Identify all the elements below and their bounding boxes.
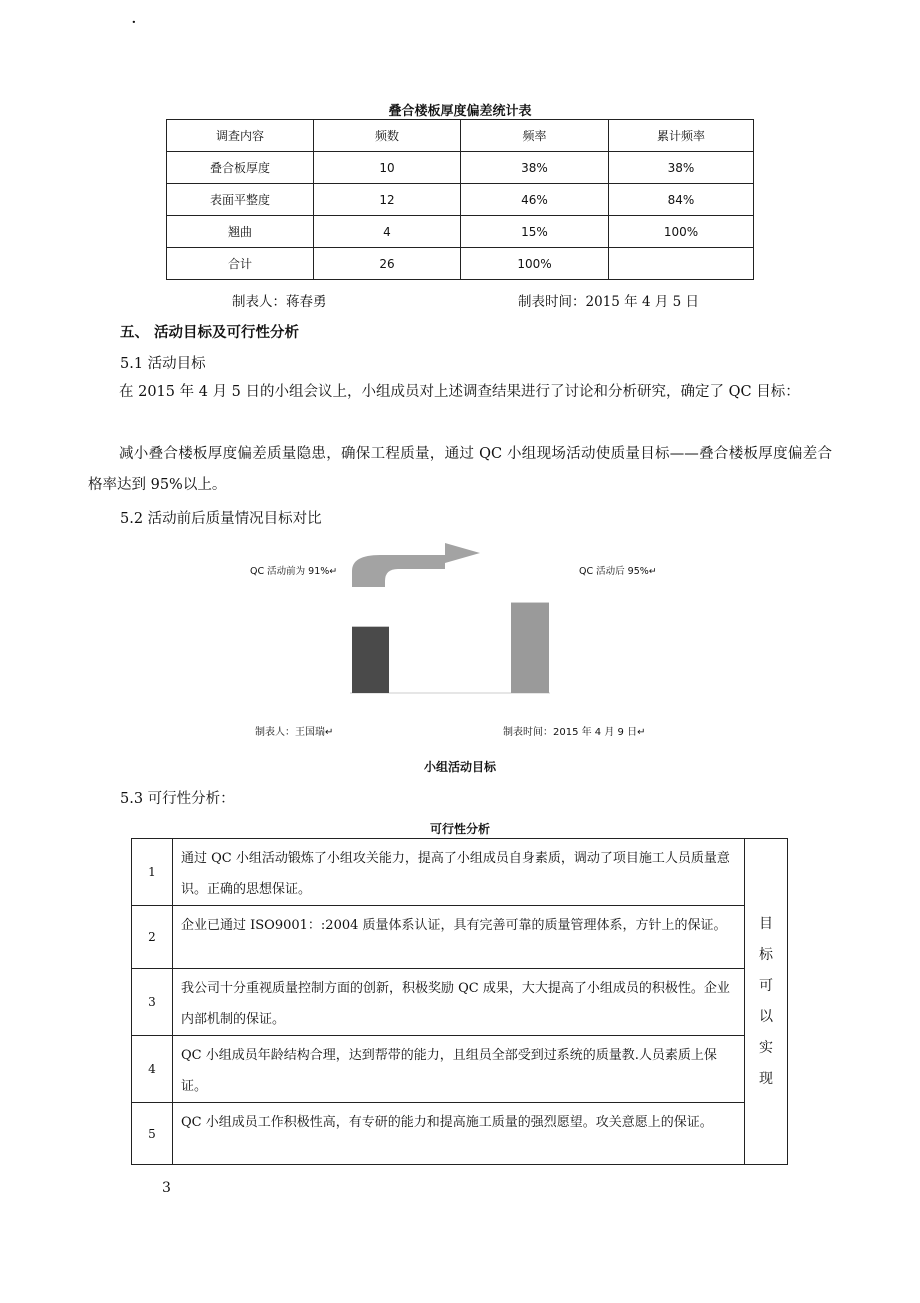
table-cell: 100%	[461, 248, 609, 280]
table-row	[167, 216, 754, 248]
chart-maker: 制表人：王国瑞↵	[255, 727, 334, 738]
header-cell: 调查内容	[167, 120, 314, 152]
table-cell: 叠合板厚度	[167, 152, 314, 184]
row-number: 4	[132, 1036, 173, 1103]
chart-title: 小组活动目标	[423, 760, 496, 774]
table-row	[132, 1036, 788, 1103]
subsection-5-2: 5.2 活动前后质量情况目标对比	[120, 511, 322, 527]
table-row	[167, 184, 754, 216]
table-cell: 翘曲	[167, 216, 314, 248]
table-row	[167, 152, 754, 184]
stat-table-maker: 制表人：蒋春勇	[232, 294, 327, 310]
row-number: 1	[132, 839, 173, 906]
paragraph-goal-target: 减小叠合楼板厚度偏差质量隐患，确保工程质量，通过 QC 小组现场活动使质量目标——叠合楼板厚度偏差合格率达到 95%以上。	[88, 446, 832, 493]
paragraph-goal-meeting: 在 2015 年 4 月 5 日的小组会议上，小组成员对上述调查结果进行了讨论和分析研究，确定了 QC 目标：	[119, 384, 800, 400]
row-number: 3	[132, 969, 173, 1036]
table-row	[167, 248, 754, 280]
row-text: 我公司十分重视质量控制方面的创新，积极奖励 QC 成果，大大提高了小组成员的积极性。企业内部机制的保证。	[173, 969, 745, 1036]
row-text: QC 小组成员工作积极性高，有专研的能力和提高施工质量的强烈愿望。攻关意愿上的保证。	[173, 1103, 745, 1165]
stat-table-header-row	[167, 120, 754, 152]
header-cell: 累计频率	[609, 120, 754, 152]
chart-date: 制表时间：2015 年 4 月 9 日↵	[503, 727, 646, 738]
bar-after	[511, 603, 549, 693]
header-cell: 频率	[461, 120, 609, 152]
table-cell: 15%	[461, 216, 609, 248]
row-text: QC 小组成员年龄结构合理，达到帮带的能力，且组员全部受到过系统的质量教.人员素质上保证。	[173, 1036, 745, 1103]
subsection-5-3: 5.3 可行性分析：	[120, 791, 235, 807]
table-cell: 38%	[461, 152, 609, 184]
table-row	[132, 1103, 788, 1165]
table-cell: 10	[314, 152, 461, 184]
chart-arrow	[352, 543, 480, 587]
table-cell: 12	[314, 184, 461, 216]
subsection-5-1: 5.1 活动目标	[120, 356, 206, 372]
conclusion-char: 可	[759, 977, 773, 994]
stat-table-title: 叠合楼板厚度偏差统计表	[388, 104, 532, 119]
conclusion-char: 标	[759, 946, 773, 963]
table-cell: 表面平整度	[167, 184, 314, 216]
table-cell	[609, 248, 754, 280]
section-heading: 五、 活动目标及可行性分析	[120, 325, 300, 341]
feasibility-table	[131, 838, 788, 1165]
row-number: 2	[132, 906, 173, 969]
table-row	[132, 839, 788, 906]
bar-before	[352, 627, 389, 693]
conclusion-char: 实	[759, 1039, 773, 1056]
conclusion-char: 目	[759, 915, 773, 932]
conclusion-char: 以	[759, 1008, 773, 1025]
table-cell: 4	[314, 216, 461, 248]
page-mark: ·	[131, 12, 137, 33]
table-row	[132, 969, 788, 1036]
table-cell: 46%	[461, 184, 609, 216]
stat-table	[166, 119, 754, 280]
table-cell: 84%	[609, 184, 754, 216]
table-cell: 合计	[167, 248, 314, 280]
table-cell: 38%	[609, 152, 754, 184]
row-text: 企业已通过 ISO9001：:2004 质量体系认证，具有完善可靠的质量管理体系，方针上的保证。	[173, 906, 745, 969]
conclusion-cell	[745, 839, 788, 1165]
table-cell: 26	[314, 248, 461, 280]
feasibility-table-title: 可行性分析	[429, 822, 490, 836]
page-number: 3	[162, 1180, 171, 1196]
stat-table-date: 制表时间：2015 年 4 月 5 日	[518, 294, 699, 310]
chart-label-after: QC 活动后 95%↵	[579, 566, 657, 577]
row-text: 通过 QC 小组活动锻炼了小组攻关能力，提高了小组成员自身素质，调动了项目施工人员质量意识。正确的思想保证。	[173, 839, 745, 906]
goal-comparison-chart	[230, 535, 690, 705]
row-number: 5	[132, 1103, 173, 1165]
conclusion-char: 现	[759, 1070, 773, 1087]
table-row	[132, 906, 788, 969]
table-cell: 100%	[609, 216, 754, 248]
header-cell: 频数	[314, 120, 461, 152]
chart-label-before: QC 活动前为 91%↵	[250, 566, 338, 577]
